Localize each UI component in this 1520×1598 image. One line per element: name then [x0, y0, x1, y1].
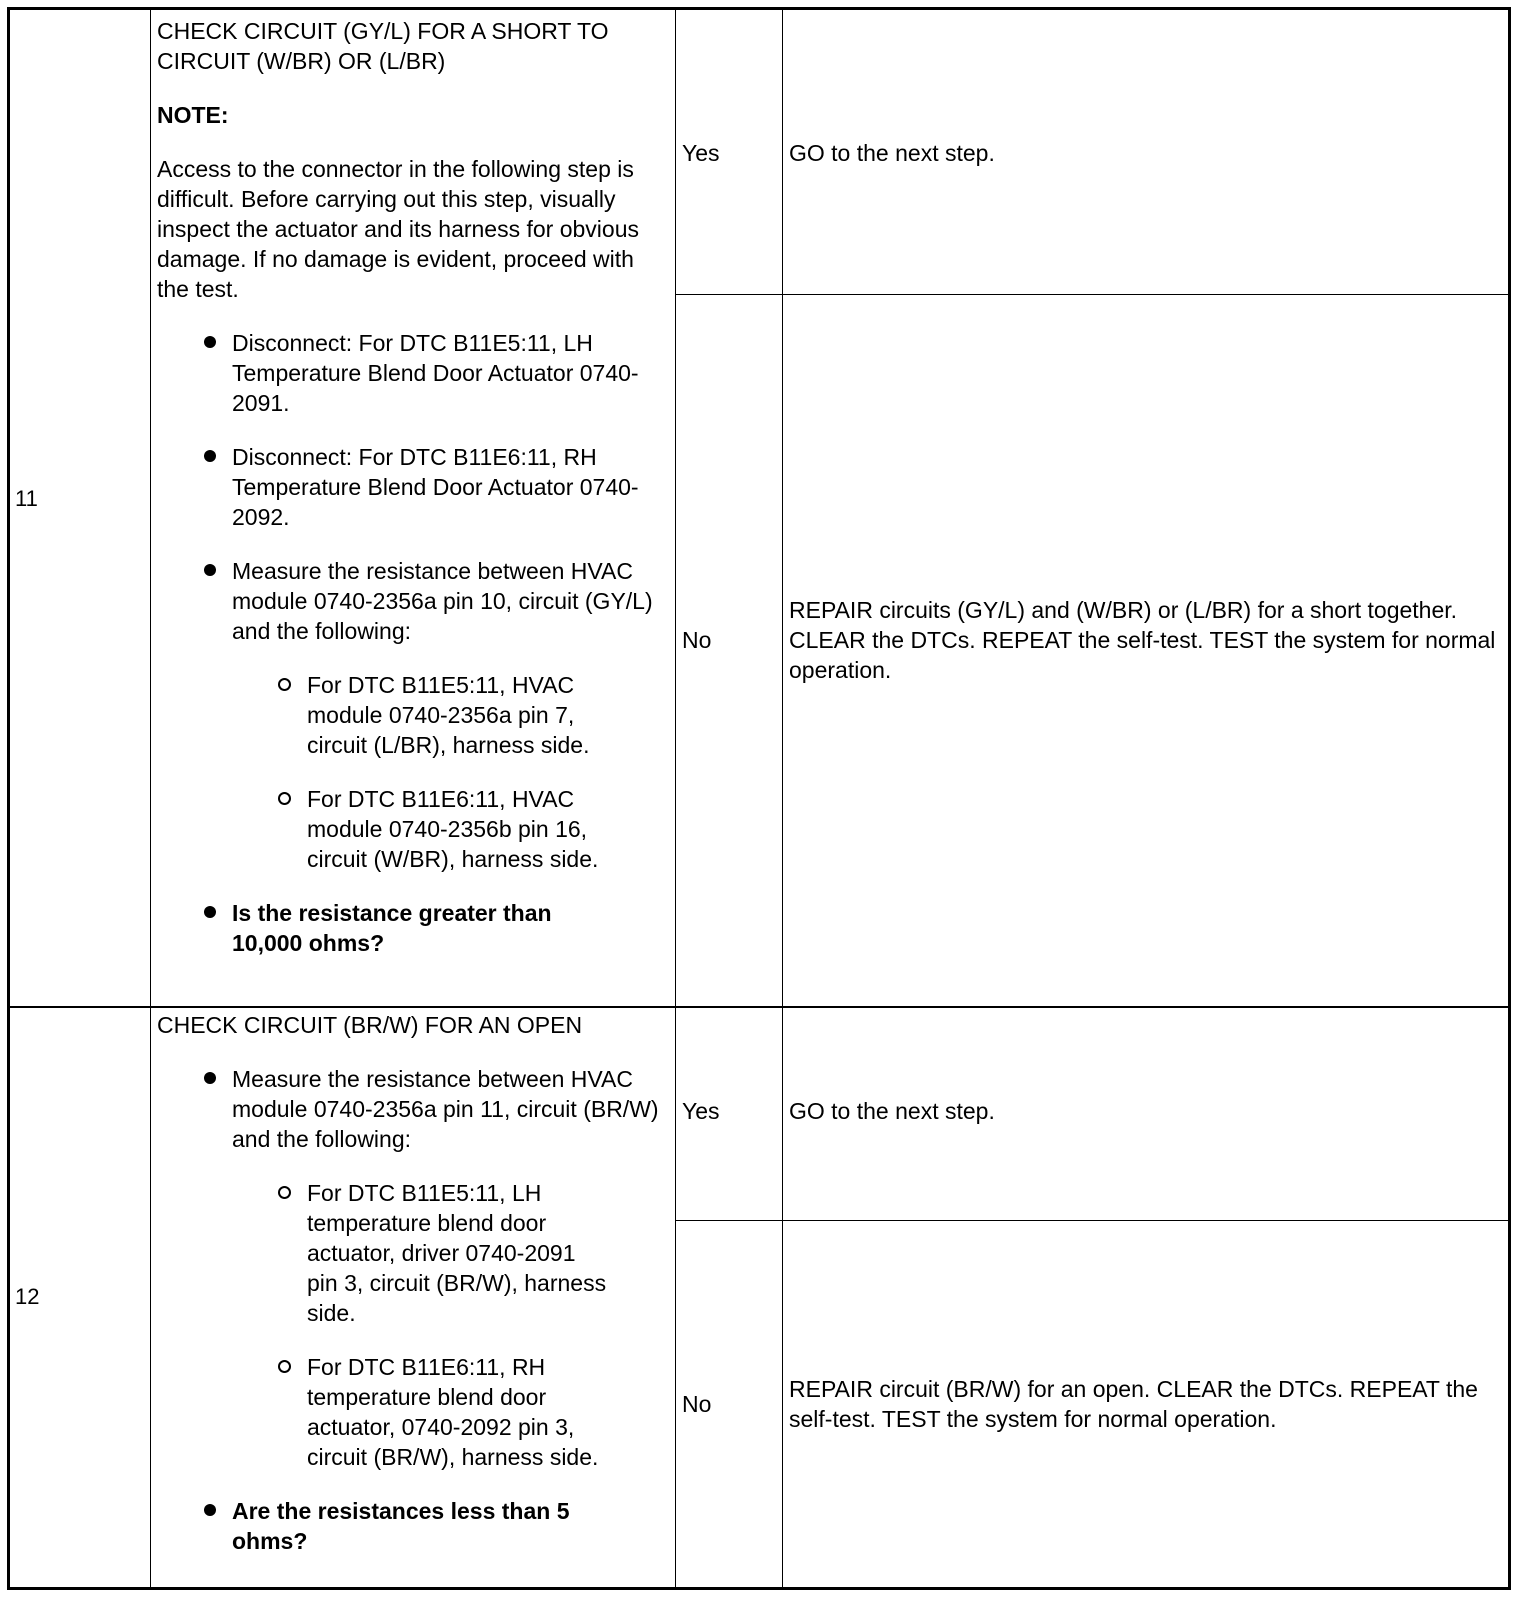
column-divider — [150, 1006, 151, 1587]
result-answer-yes: Yes — [682, 1098, 720, 1124]
step-row-11 — [10, 10, 1508, 1008]
column-divider — [782, 10, 783, 1006]
list-item — [157, 1064, 667, 1472]
bullet-icon — [204, 450, 216, 462]
result-answer-yes: Yes — [682, 140, 720, 166]
sub-instruction-text: For DTC B11E6:11, HVAC module 0740-2356b pin 16, circuit (W/BR), harness side. — [307, 786, 599, 872]
bullet-icon — [204, 336, 216, 348]
list-item — [232, 1352, 607, 1472]
step-question: Is the resistance greater than 10,000 ohms? — [232, 900, 552, 956]
sub-bullet-icon — [278, 678, 291, 691]
column-divider — [675, 1006, 676, 1587]
instruction-text: Disconnect: For DTC B11E6:11, RH Temperature Blend Door Actuator 0740-2092. — [232, 444, 639, 530]
bullet-icon — [204, 906, 216, 918]
bullet-icon — [204, 564, 216, 576]
sub-instruction-text: For DTC B11E5:11, HVAC module 0740-2356a pin 7, circuit (L/BR), harness side. — [307, 672, 590, 758]
instruction-text: Measure the resistance between HVAC module 0740-2356a pin 10, circuit (GY/L) and the following: — [232, 558, 653, 644]
note-label: NOTE: — [157, 102, 229, 128]
column-divider — [782, 1006, 783, 1587]
instruction-text: Measure the resistance between HVAC module 0740-2356a pin 11, circuit (BR/W) and the following: — [232, 1066, 659, 1152]
list-item — [157, 898, 572, 958]
step-action — [157, 16, 667, 958]
note-text: Access to the connector in the following step is difficult. Before carrying out this step, visually inspect the actuator and its harness for obvious damage. If no damage is evident, proceed with the test. — [157, 156, 640, 302]
sub-instruction-text: For DTC B11E6:11, RH temperature blend door actuator, 0740-2092 pin 3, circuit (BR/W), harness side. — [307, 1354, 599, 1470]
result-action-yes: GO to the next step. — [789, 1098, 995, 1124]
step-action — [157, 1010, 667, 1556]
result-answer-no: No — [682, 627, 712, 653]
sub-instructions — [232, 670, 667, 874]
sub-instructions — [232, 1178, 667, 1472]
step-number: 11 — [15, 486, 38, 511]
list-item — [232, 1178, 607, 1328]
sub-bullet-icon — [278, 792, 291, 805]
step-number: 12 — [15, 1284, 40, 1309]
sub-instruction-text: For DTC B11E5:11, LH temperature blend door actuator, driver 0740-2091 pin 3, circuit (BR/W), harness side. — [307, 1180, 607, 1326]
sub-bullet-icon — [278, 1360, 291, 1373]
list-item — [157, 1496, 612, 1556]
step-question: Are the resistances less than 5 ohms? — [232, 1498, 570, 1554]
result-divider — [675, 1220, 1508, 1221]
result-action-no: REPAIR circuit (BR/W) for an open. CLEAR the DTCs. REPEAT the self-test. TEST the system for normal operation. — [789, 1376, 1478, 1432]
result-action-yes: GO to the next step. — [789, 140, 995, 166]
list-item — [157, 556, 667, 874]
result-answer-no: No — [682, 1391, 712, 1417]
step-title: CHECK CIRCUIT (BR/W) FOR AN OPEN — [157, 1012, 583, 1038]
list-item — [157, 442, 667, 532]
step-title: CHECK CIRCUIT (GY/L) FOR A SHORT TO CIRCUIT (W/BR) OR (L/BR) — [157, 18, 609, 74]
column-divider — [150, 10, 151, 1006]
result-divider — [675, 294, 1508, 295]
bullet-icon — [204, 1072, 216, 1084]
result-action-no: REPAIR circuits (GY/L) and (W/BR) or (L/BR) for a short together. CLEAR the DTCs. REPEAT the self-test. TEST the system for normal operation. — [789, 597, 1496, 683]
column-divider — [675, 10, 676, 1006]
step-row-12 — [10, 1006, 1508, 1587]
sub-bullet-icon — [278, 1186, 291, 1199]
step-instructions — [157, 1064, 667, 1556]
list-item — [232, 670, 617, 760]
instruction-text: Disconnect: For DTC B11E5:11, LH Temperature Blend Door Actuator 0740-2091. — [232, 330, 639, 416]
step-instructions — [157, 328, 667, 958]
diagnostic-table — [7, 7, 1511, 1590]
list-item — [157, 328, 667, 418]
list-item — [232, 784, 607, 874]
bullet-icon — [204, 1504, 216, 1516]
